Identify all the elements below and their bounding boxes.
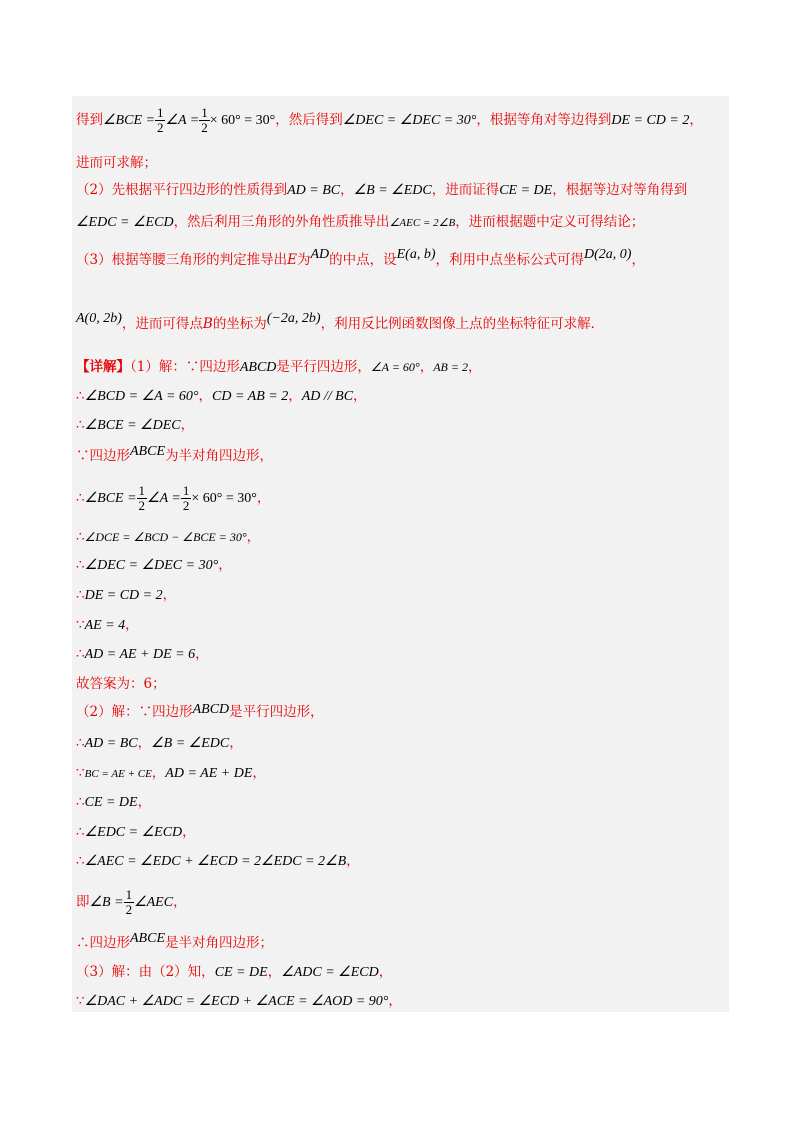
text: ，利用反比例函数图像上点的坐标特征可求解． [320, 316, 605, 332]
text: ， [137, 794, 152, 810]
math: ∠DEC = ∠DEC = 30° [342, 113, 477, 128]
text: ， [689, 112, 703, 128]
text: 故答案为：6； [76, 676, 166, 692]
text: 是平行四边形， [229, 704, 324, 720]
math: D(2a, 0) [584, 247, 632, 262]
text: ， [137, 735, 152, 751]
text: ，进而可得点 [121, 316, 203, 332]
detail-line-5 [76, 484, 270, 513]
text: ∴ [76, 529, 85, 545]
text: ，进而根据题中定义可得结论； [455, 214, 645, 230]
text: 的中点，设 [329, 252, 397, 268]
denominator: 2 [156, 120, 164, 135]
math: (−2a, 2b) [266, 311, 321, 326]
detail-line-18 [76, 888, 187, 917]
math: ∠DCE = ∠BCD − ∠BCE = 30° [84, 530, 247, 544]
math: × 60° = 30° [191, 491, 257, 506]
detail-line-9 [76, 615, 139, 636]
text: ∴ [76, 388, 85, 404]
detail-line-2 [76, 386, 367, 407]
text: ∴四边形 [76, 935, 130, 951]
fraction [199, 106, 210, 135]
text: ∴ [76, 794, 85, 810]
text: （3）解：由（2）知， [76, 964, 215, 980]
text: ， [419, 359, 434, 375]
text: （2）解：∵四边形 [76, 704, 193, 720]
math: ∠A = [147, 491, 181, 506]
fraction [181, 484, 192, 513]
text: ， [252, 765, 266, 781]
analysis-line-4 [76, 212, 644, 233]
detail-line-16 [76, 822, 196, 843]
text: ， [288, 388, 302, 404]
text: ， [467, 359, 482, 375]
text: ∴ [76, 490, 85, 506]
denominator: 2 [125, 902, 133, 917]
math: ∠EDC = ∠ECD [84, 825, 183, 840]
text: （3）根据等腰三角形的判定推导出 [76, 252, 288, 268]
detail-line-10 [76, 644, 209, 665]
math: AD = BC [84, 736, 138, 751]
text: ∵ [76, 617, 85, 633]
text: ， [182, 824, 196, 840]
math: ∠DAC + ∠ADC = ∠ECD + ∠ACE = ∠AOD = 90° [84, 994, 389, 1009]
text: ， [195, 646, 209, 662]
text: 即 [76, 894, 90, 910]
detail-line-21 [76, 991, 402, 1012]
text: ∵四边形 [76, 448, 130, 464]
analysis-line-2 [76, 153, 157, 173]
text: ∴ [76, 646, 85, 662]
text: ∴ [76, 557, 85, 573]
math: ∠BCD = ∠A = 60° [84, 389, 199, 404]
detail-line-15 [76, 792, 151, 813]
math: CE = DE [499, 183, 553, 198]
text: ， [125, 617, 139, 633]
denominator: 2 [201, 120, 208, 135]
text: B [202, 316, 213, 332]
text: 得到 [76, 112, 103, 128]
math: ∠ADC = ∠ECD [281, 965, 379, 980]
detail-line-8 [76, 585, 176, 606]
text: ，进而证得 [431, 182, 500, 198]
text: ∴ [76, 853, 85, 869]
analysis-line-3 [76, 180, 687, 201]
math: ∠AEC [134, 895, 174, 910]
numerator: 1 [182, 483, 190, 498]
math: ABCE [130, 444, 165, 459]
text: ， [378, 964, 393, 980]
text: ∴ [76, 587, 85, 603]
text: ∵ [76, 993, 85, 1009]
text: ， [267, 964, 282, 980]
text: ， [162, 587, 177, 603]
analysis-line-5 [76, 247, 645, 271]
math: DE = CD = 2 [84, 588, 163, 603]
text: 进而可求解； [76, 155, 157, 171]
text: ，根据等角对等边得到 [476, 112, 612, 128]
text: ， [340, 182, 354, 198]
numerator: 1 [138, 483, 146, 498]
numerator: 1 [125, 887, 133, 902]
math: ∠A = [165, 113, 200, 128]
text: ， [246, 529, 261, 545]
text: ， [198, 388, 212, 404]
math: BC = AE + CE [84, 768, 152, 780]
math: ∠B = ∠EDC [151, 736, 230, 751]
text: ， [151, 765, 166, 781]
math: ∠BCE = ∠DEC [84, 418, 181, 433]
text: ， [229, 735, 243, 751]
text: ， [256, 490, 271, 506]
text: ，然后利用三角形的外角性质推导出 [173, 214, 390, 230]
math: ∠AEC = 2∠B [389, 217, 456, 229]
detail-line-13 [76, 733, 243, 754]
detail-line-14 [76, 763, 266, 784]
math: ∠BCE = [103, 113, 155, 128]
detail-line-7 [76, 555, 232, 576]
math: ∠DEC = ∠DEC = 30° [84, 558, 219, 573]
math: AD = BC [287, 183, 341, 198]
math: ∠B = [89, 895, 124, 910]
fraction [137, 484, 148, 513]
text: ， [631, 252, 645, 268]
text: 的坐标为 [212, 316, 267, 332]
math: AB = 2 [433, 360, 468, 374]
text: ，根据等边对等角得到 [552, 182, 688, 198]
math: E(a, b) [396, 247, 436, 262]
text: ， [173, 894, 187, 910]
detail-line-12 [76, 702, 324, 723]
text: E [287, 252, 297, 268]
math: CD = AB = 2 [212, 389, 289, 404]
text: 为半对角四边形， [165, 448, 273, 464]
text: 为 [296, 252, 311, 268]
math: ∠B = ∠EDC [353, 183, 432, 198]
text: ∴ [76, 735, 85, 751]
text: ， [353, 388, 367, 404]
detail-line-4 [76, 446, 273, 467]
math: ABCD [239, 360, 277, 375]
math: AD // BC [301, 389, 354, 404]
detail-tag: 【详解】 [76, 359, 130, 375]
detail-line-11 [76, 674, 166, 694]
solution-panel [72, 96, 729, 1012]
math: ∠AEC = ∠EDC + ∠ECD = 2∠EDC = 2∠B [84, 854, 347, 869]
text: ，利用中点坐标公式可得 [435, 252, 585, 268]
detail-line-1 [76, 357, 481, 378]
text: （1）解：∵四边形 [130, 359, 240, 375]
analysis-line-6 [76, 311, 605, 335]
math: CE = DE [214, 965, 268, 980]
text: ， [180, 417, 195, 433]
detail-line-6 [76, 527, 260, 547]
math: ∠A = 60° [370, 360, 420, 374]
detail-line-19 [76, 933, 273, 954]
detail-line-3 [76, 415, 194, 436]
math: ∠BCE = [84, 491, 137, 506]
text: ， [346, 853, 360, 869]
numerator: 1 [201, 105, 208, 120]
math: A(0, 2b) [76, 311, 122, 326]
math: ABCE [130, 931, 165, 946]
denominator: 2 [182, 498, 190, 513]
math: AD = AE + DE [165, 766, 253, 781]
analysis-line-1 [76, 106, 703, 135]
denominator: 2 [138, 498, 146, 513]
math: CE = DE [84, 795, 138, 810]
math: AD [310, 247, 330, 262]
math: × 60° = 30° [209, 113, 276, 128]
math: ∠EDC = ∠ECD [76, 215, 174, 230]
detail-line-20 [76, 962, 392, 983]
text: ， [388, 993, 402, 1009]
text: 是平行四边形， [276, 359, 371, 375]
numerator: 1 [156, 105, 164, 120]
text: ∵ [76, 765, 85, 781]
text: ，然后得到 [275, 112, 343, 128]
math: DE = CD = 2 [611, 113, 690, 128]
text: ， [218, 557, 232, 573]
text: ∴ [76, 824, 85, 840]
text: 是半对角四边形； [165, 935, 273, 951]
text: ∴ [76, 417, 85, 433]
text: （2）先根据平行四边形的性质得到 [76, 182, 288, 198]
fraction [155, 106, 166, 135]
math: AE = 4 [84, 618, 126, 633]
fraction [124, 888, 135, 917]
detail-line-17 [76, 851, 360, 872]
math: ABCD [192, 702, 230, 717]
math: AD = AE + DE = 6 [84, 647, 196, 662]
